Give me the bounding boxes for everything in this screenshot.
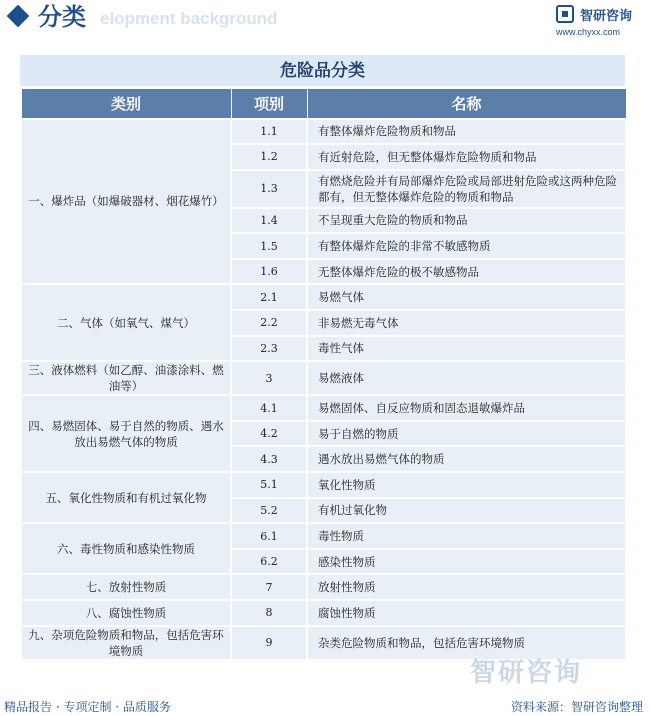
- name-cell: 有整体爆炸危险的非常不敏感物质: [307, 233, 626, 259]
- category-cell: 七、放射性物质: [21, 574, 231, 600]
- watermark-text: 智研咨询: [470, 658, 583, 688]
- page-footer: [0, 694, 651, 716]
- table-row: [21, 472, 626, 498]
- name-cell: 氧化性物质: [307, 472, 626, 498]
- table-row: [21, 600, 626, 626]
- logo-name: 智研咨询: [580, 9, 633, 24]
- code-cell: 5.1: [231, 472, 307, 498]
- section-title: 分类: [38, 3, 86, 31]
- name-cell: 腐蚀性物质: [307, 600, 626, 626]
- category-cell: 五、氧化性物质和有机过氧化物: [21, 472, 231, 523]
- name-cell: 易燃气体: [307, 284, 626, 310]
- table-row: [21, 119, 626, 145]
- name-cell: 非易燃无毒气体: [307, 310, 626, 336]
- logo-url: www.chyxx.com: [556, 27, 621, 37]
- code-cell: 7: [231, 574, 307, 600]
- code-cell: 2.3: [231, 336, 307, 362]
- code-cell: 4.3: [231, 446, 307, 472]
- code-cell: 4.1: [231, 395, 307, 421]
- name-cell: 易燃液体: [307, 361, 626, 395]
- category-cell: 一、爆炸品（如爆破器材、烟花爆竹）: [21, 119, 231, 285]
- category-cell: 二、气体（如氧气、煤气）: [21, 284, 231, 361]
- page-header: [0, 0, 651, 40]
- code-cell: 1.6: [231, 259, 307, 285]
- name-cell: 遇水放出易燃气体的物质: [307, 446, 626, 472]
- category-cell: 六、毒性物质和感染性物质: [21, 523, 231, 574]
- code-cell: 1.4: [231, 208, 307, 234]
- category-cell: 三、液体燃料（如乙醇、油漆涂料、燃油等）: [21, 361, 231, 395]
- footer-slogan: 精品报告 · 专项定制 · 品质服务: [4, 700, 171, 714]
- category-cell: 八、腐蚀性物质: [21, 600, 231, 626]
- name-cell: 感染性物质: [307, 549, 626, 575]
- table-row: [21, 361, 626, 395]
- column-header-code: 项别: [231, 89, 307, 119]
- name-cell: 无整体爆炸危险的极不敏感物品: [307, 259, 626, 285]
- name-cell: 放射性物质: [307, 574, 626, 600]
- table-row: [21, 284, 626, 310]
- name-cell: 易燃固体、自反应物质和固态退敏爆炸品: [307, 395, 626, 421]
- table-row: [21, 523, 626, 549]
- name-cell: 杂类危险物质和物品，包括危害环境物质: [307, 626, 626, 660]
- name-cell: 毒性气体: [307, 336, 626, 362]
- code-cell: 1.5: [231, 233, 307, 259]
- category-cell: 九、杂项危险物质和物品，包括危害环境物质: [21, 626, 231, 660]
- footer-source: 资料来源：智研咨询整理: [510, 700, 643, 714]
- category-cell: 四、易燃固体、易于自然的物质、遇水放出易燃气体的物质: [21, 395, 231, 472]
- code-cell: 4.2: [231, 421, 307, 447]
- column-header-name: 名称: [307, 89, 626, 119]
- table-header-row: [21, 89, 626, 119]
- name-cell: 有机过氧化物: [307, 498, 626, 524]
- name-cell: 易于自燃的物质: [307, 421, 626, 447]
- table-row: [21, 395, 626, 421]
- code-cell: 2.2: [231, 310, 307, 336]
- table-body: [21, 119, 626, 660]
- hazard-table-container: [20, 55, 625, 661]
- code-cell: 1.3: [231, 170, 307, 208]
- diamond-icon: [7, 5, 30, 28]
- name-cell: 毒性物质: [307, 523, 626, 549]
- code-cell: 3: [231, 361, 307, 395]
- table-title: 危险品分类: [20, 55, 625, 88]
- name-cell: 有整体爆炸危险物质和物品: [307, 119, 626, 145]
- code-cell: 2.1: [231, 284, 307, 310]
- code-cell: 6.1: [231, 523, 307, 549]
- code-cell: 5.2: [231, 498, 307, 524]
- logo-icon: [556, 5, 574, 23]
- code-cell: 9: [231, 626, 307, 660]
- name-cell: 有近射危险，但无整体爆炸危险物质和物品: [307, 144, 626, 170]
- header-background-text: elopment background: [100, 9, 278, 28]
- column-header-category: 类别: [21, 89, 231, 119]
- code-cell: 1.2: [231, 144, 307, 170]
- hazard-classification-table: [20, 88, 627, 661]
- name-cell: 不呈现重大危险的物质和物品: [307, 208, 626, 234]
- name-cell: 有燃烧危险并有局部爆炸危险或局部进射危险或这两种危险都有，但无整体爆炸危险的物质和物品: [307, 170, 626, 208]
- table-row: [21, 574, 626, 600]
- code-cell: 1.1: [231, 119, 307, 145]
- code-cell: 8: [231, 600, 307, 626]
- code-cell: 6.2: [231, 549, 307, 575]
